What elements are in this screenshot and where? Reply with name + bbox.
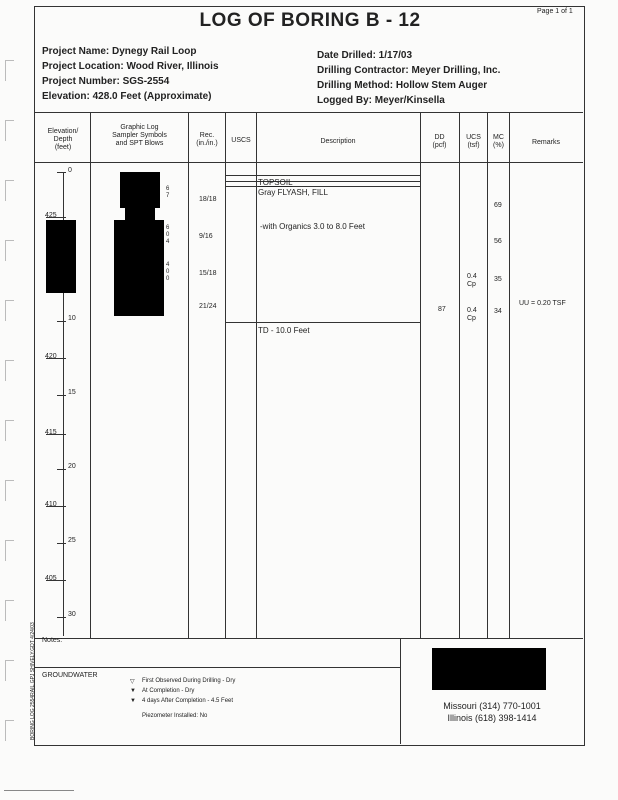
punch-mark bbox=[5, 480, 14, 501]
punch-mark bbox=[5, 660, 14, 681]
col-divider bbox=[225, 112, 226, 638]
dry-density-value: 87 bbox=[438, 306, 446, 313]
project-info-right bbox=[317, 48, 500, 108]
depth-label: 0 bbox=[68, 167, 72, 174]
punch-mark bbox=[5, 540, 14, 561]
elevation-label: 415 bbox=[45, 429, 57, 436]
ucs-value: 0.4 Cp bbox=[467, 307, 477, 322]
scan-edge-line bbox=[4, 790, 74, 791]
phone-illinois: Illinois (618) 398-1414 bbox=[447, 713, 537, 723]
redaction-block bbox=[114, 220, 164, 316]
file-stamp: BORING LOG 2554RAIL.GPJ SHIVELY.GDT 4/24/03 bbox=[30, 622, 36, 740]
moisture-value: 35 bbox=[494, 276, 502, 283]
col-divider bbox=[420, 112, 421, 638]
depth-label: 15 bbox=[68, 389, 76, 396]
recovery-value: 18/18 bbox=[199, 196, 217, 203]
col-header-description: Description bbox=[320, 138, 356, 145]
notes-bottom-line bbox=[34, 667, 400, 668]
header-top-line bbox=[34, 112, 583, 113]
log-frame bbox=[34, 6, 585, 746]
drilling-method: Drilling Method: Hollow Stem Auger bbox=[317, 80, 488, 91]
punch-mark bbox=[5, 240, 14, 261]
col-header-dd: DD (pcf) bbox=[432, 134, 447, 149]
redaction-block bbox=[46, 220, 76, 293]
recovery-value: 15/18 bbox=[199, 270, 217, 277]
water-level-icon: ▼ bbox=[130, 698, 136, 704]
punch-mark bbox=[5, 60, 14, 81]
project-number: Project Number: SGS-2554 bbox=[42, 76, 170, 87]
col-divider bbox=[487, 112, 488, 638]
date-drilled: Date Drilled: 1/17/03 bbox=[317, 50, 413, 61]
recovery-value: 21/24 bbox=[199, 303, 217, 310]
remarks-value: UU = 0.20 TSF bbox=[519, 300, 566, 307]
col-header-uscs: USCS bbox=[231, 137, 251, 144]
boring-end-line bbox=[226, 322, 420, 323]
depth-label: 25 bbox=[68, 537, 76, 544]
col-divider bbox=[509, 112, 510, 638]
punch-mark bbox=[5, 180, 14, 201]
col-divider bbox=[90, 112, 91, 638]
project-location: Project Location: Wood River, Illinois bbox=[42, 61, 219, 72]
spt-blows: 6 0 4 bbox=[166, 225, 170, 245]
footer-divider bbox=[400, 638, 401, 744]
col-divider bbox=[459, 112, 460, 638]
redaction-block bbox=[120, 172, 160, 208]
elevation-label: 420 bbox=[45, 353, 57, 360]
project-name: Project Name: Dynegy Rail Loop bbox=[42, 46, 197, 57]
redaction-block bbox=[125, 208, 155, 220]
elevation-label: 410 bbox=[45, 501, 57, 508]
ucs-value: 0.4 Cp bbox=[467, 273, 477, 288]
total-depth: TD - 10.0 Feet bbox=[258, 326, 310, 335]
water-level-icon: ▽ bbox=[130, 679, 135, 685]
depth-label: 30 bbox=[68, 611, 76, 618]
groundwater-first-observed: First Observed During Drilling - Dry bbox=[142, 678, 236, 684]
piezometer-status: Piezometer Installed: No bbox=[142, 713, 208, 719]
layer-organics-note: -with Organics 3.0 to 8.0 Feet bbox=[260, 222, 365, 231]
moisture-value: 56 bbox=[494, 238, 502, 245]
col-header-mc: MC (%) bbox=[493, 134, 504, 149]
groundwater-label: GROUNDWATER bbox=[42, 672, 98, 679]
project-elevation: Elevation: 428.0 Feet (Approximate) bbox=[42, 91, 212, 102]
header-bottom-line bbox=[34, 162, 583, 163]
punch-mark bbox=[5, 300, 14, 321]
depth-label: 20 bbox=[68, 463, 76, 470]
layer-line bbox=[226, 175, 420, 176]
punch-mark bbox=[5, 120, 14, 141]
col-header-ucs: UCS (tsf) bbox=[466, 134, 481, 149]
depth-label: 10 bbox=[68, 315, 76, 322]
col-header-elevation: Elevation/ Depth (feet) bbox=[47, 128, 79, 151]
drilling-contractor: Drilling Contractor: Meyer Drilling, Inc. bbox=[317, 65, 501, 76]
groundwater-completion: At Completion - Dry bbox=[142, 688, 195, 694]
moisture-value: 34 bbox=[494, 308, 502, 315]
layer-line bbox=[226, 181, 420, 182]
page-title: LOG OF BORING B - 12 bbox=[199, 10, 421, 31]
page-number: Page 1 of 1 bbox=[537, 8, 573, 15]
moisture-value: 69 bbox=[494, 202, 502, 209]
layer-topsoil: TOPSOIL bbox=[258, 178, 293, 187]
col-divider bbox=[256, 112, 257, 638]
redaction-block bbox=[432, 648, 546, 690]
punch-mark bbox=[5, 720, 14, 741]
col-divider bbox=[188, 112, 189, 638]
recovery-value: 9/16 bbox=[199, 233, 213, 240]
spt-blows: 6 7 bbox=[166, 186, 170, 199]
col-header-rec: Rec. (in./in.) bbox=[196, 132, 218, 147]
elevation-label: 405 bbox=[45, 575, 57, 582]
notes-label: Notes: bbox=[42, 637, 63, 644]
punch-mark bbox=[5, 360, 14, 381]
spt-blows: 4 0 0 bbox=[166, 262, 170, 282]
layer-fill: Gray FLYASH, FILL bbox=[258, 188, 328, 197]
footer-top-line bbox=[34, 638, 583, 639]
water-level-icon: ▼ bbox=[130, 688, 136, 694]
layer-line bbox=[226, 186, 420, 187]
col-header-remarks: Remarks bbox=[531, 139, 560, 146]
groundwater-after-completion: 4 days After Completion - 4.5 Feet bbox=[142, 698, 234, 704]
col-header-graphic: Graphic Log Sampler Symbols and SPT Blows bbox=[112, 124, 167, 147]
punch-mark bbox=[5, 600, 14, 621]
punch-mark bbox=[5, 420, 14, 441]
elevation-label: 425 bbox=[45, 212, 57, 219]
project-info-left bbox=[42, 44, 219, 104]
logged-by: Logged By: Meyer/Kinsella bbox=[317, 95, 445, 106]
phone-missouri: Missouri (314) 770-1001 bbox=[443, 701, 541, 711]
